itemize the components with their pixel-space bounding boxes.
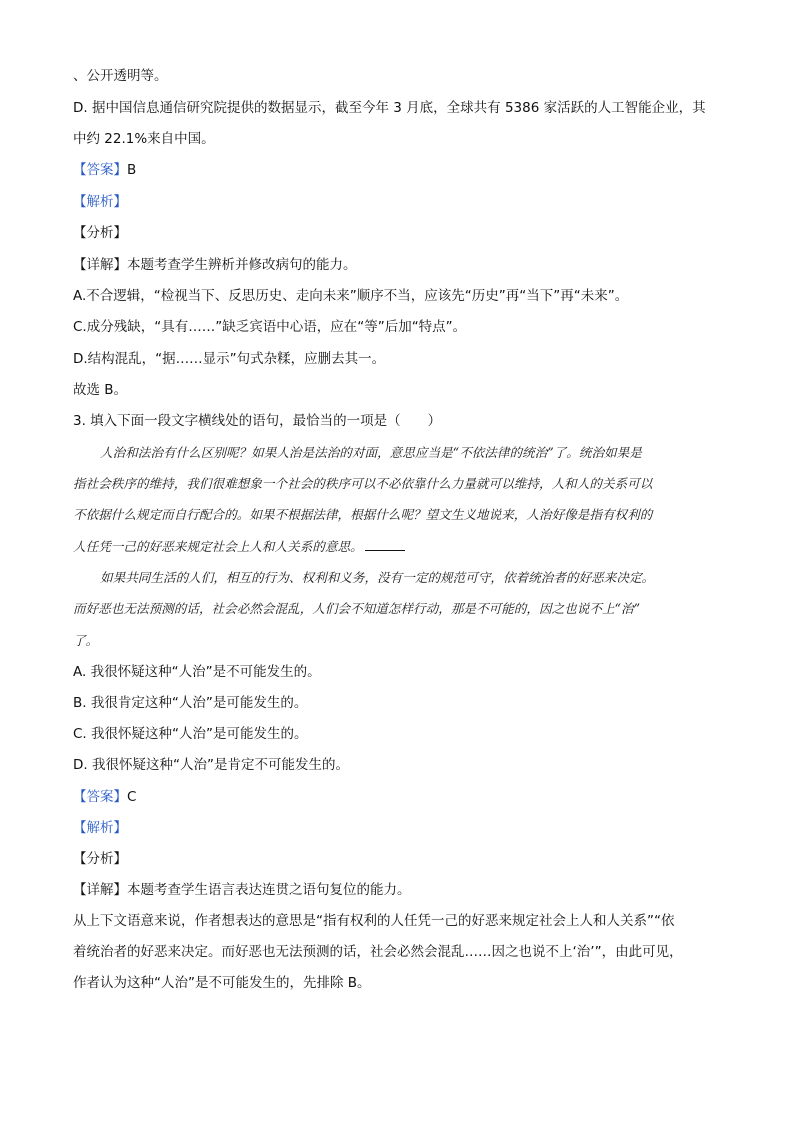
detail-text: 本题考查学生辨析并修改病句的能力。	[127, 257, 357, 273]
detail-tag: 【详解】	[73, 882, 127, 898]
option-d-line: D. 据中国信息通信研究院提供的数据显示，截至今年 3 月底，全球共有 5386 家活跃的人工智能企业，其	[73, 100, 706, 116]
detail-text: 本题考查学生语言表达连贯之语句复位的能力。	[127, 882, 411, 898]
analysis-tag: 【解析】	[73, 194, 127, 210]
question-3: 3. 填入下面一段文字横线处的语句，最恰当的一项是（ ）	[73, 413, 442, 429]
passage-line: 了。	[73, 633, 99, 648]
text-line: 、公开透明等。	[73, 68, 168, 84]
note-a: A.不合逻辑，“检视当下、反思历史、走向未来”顺序不当，应该先“历史”再“当下”再“未来”。	[73, 288, 629, 304]
text-line: 中约 22.1%来自中国。	[73, 131, 215, 147]
explanation-line: 着统治者的好恶来决定。而好恶也无法预测的话，社会必然会混乱……因之也说不上‘治’”，由此可见，	[73, 944, 683, 960]
analysis-tag: 【解析】	[73, 820, 127, 836]
passage-line: 指社会秩序的维持，我们很难想象一个社会的秩序可以不必依靠什么力量就可以维持，人和人的关系可以	[73, 476, 653, 491]
answer-value: C	[127, 789, 137, 805]
passage-text: 人任凭一己的好恶来规定社会上人和人关系的意思。	[73, 539, 363, 554]
answer-tag: 【答案】	[73, 789, 127, 805]
fenxi-tag: 【分析】	[73, 851, 127, 867]
passage-line: 而好恶也无法预测的话，社会必然会混乱，人们会不知道怎样行动，那是不可能的，因之也说不上“治”	[73, 601, 641, 616]
passage-line: 人治和法治有什么区别呢？如果人治是法治的对面，意思应当是“不依法律的统治”了。统治如果是	[100, 445, 642, 460]
answer-line	[73, 160, 136, 180]
option-d: D. 我很怀疑这种“人治”是肯定不可能发生的。	[73, 757, 349, 773]
choose-line: 故选 B。	[73, 382, 128, 398]
passage-line	[73, 537, 405, 557]
detail-line	[73, 255, 357, 275]
option-c: C. 我很怀疑这种“人治”是可能发生的。	[73, 726, 308, 742]
passage-line: 不依据什么规定而自行配合的。如果不根据法律，根据什么呢？望文生义地说来，人治好像是指有权利的	[73, 507, 653, 522]
answer-line	[73, 787, 136, 807]
fill-blank	[365, 538, 405, 551]
note-d: D.结构混乱，“据……显示”句式杂糅，应删去其一。	[73, 351, 386, 367]
fenxi-tag: 【分析】	[73, 225, 127, 241]
passage-line: 如果共同生活的人们，相互的行为、权利和义务，没有一定的规范可守，依着统治者的好恶来决定。	[100, 570, 655, 585]
option-a: A. 我很怀疑这种“人治”是不可能发生的。	[73, 664, 321, 680]
answer-tag: 【答案】	[73, 162, 127, 178]
option-b: B. 我很肯定这种“人治”是可能发生的。	[73, 695, 308, 711]
answer-value: B	[127, 162, 137, 178]
detail-tag: 【详解】	[73, 257, 127, 273]
explanation-line: 作者认为这种“人治”是不可能发生的，先排除 B。	[73, 975, 371, 991]
note-c: C.成分残缺，“具有……”缺乏宾语中心语，应在“等”后加“特点”。	[73, 319, 467, 335]
explanation-line: 从上下文语意来说，作者想表达的意思是“指有权利的人任凭一己的好恶来规定社会上人和人关系”“依	[73, 913, 675, 929]
detail-line	[73, 880, 411, 900]
